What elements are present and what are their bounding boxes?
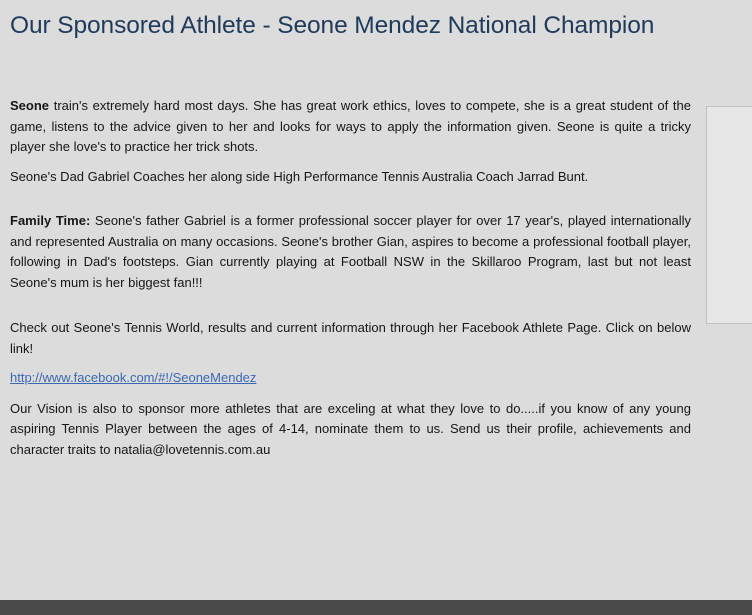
- article-body: [10, 96, 691, 460]
- paragraph-training: [10, 96, 691, 158]
- athlete-name-lead: Seone: [10, 98, 50, 113]
- side-panel: [706, 106, 752, 324]
- family-time-lead: Family Time:: [10, 213, 91, 228]
- paragraph-training-text: train's extremely hard most days. She has great work ethics, loves to compete, she is a great student of the game, listens to the advice given to her and looks for ways to apply the information given. Seone is quite a tricky player she love's to practice her trick shots.: [10, 98, 691, 154]
- page-title: Our Sponsored Athlete - Seone Mendez National Champion: [10, 12, 655, 39]
- paragraph-vision: Our Vision is also to sponsor more athletes that are exceling at what they love to do.....if you know of any young aspiring Tennis Player between the ages of 4-14, nominate them to us. Send us their profile, achievements and character traits to natalia@lovetennis.com.au: [10, 400, 691, 457]
- paragraph-facebook-callout: Check out Seone's Tennis World, results and current information through her Facebook Athlete Page. Click on below link!: [10, 320, 691, 356]
- facebook-link[interactable]: http://www.facebook.com/#!/SeoneMendez: [10, 370, 257, 385]
- facebook-link-line: [10, 368, 691, 389]
- paragraph-coaching: Seone's Dad Gabriel Coaches her along side High Performance Tennis Australia Coach Jarrad Bunt.: [10, 168, 589, 184]
- paragraph-family-text: Seone's father Gabriel is a former professional soccer player for over 17 year's, played internationally and represented Australia on many occasions. Seone's brother Gian, aspires to become a professional football player, following in Dad's footsteps. Gian currently playing at Football NSW in the Skillaroo Program, last but not least Seone's mum is her biggest fan!!!: [10, 213, 692, 290]
- footer-bar: [0, 600, 752, 615]
- paragraph-family: [10, 211, 691, 293]
